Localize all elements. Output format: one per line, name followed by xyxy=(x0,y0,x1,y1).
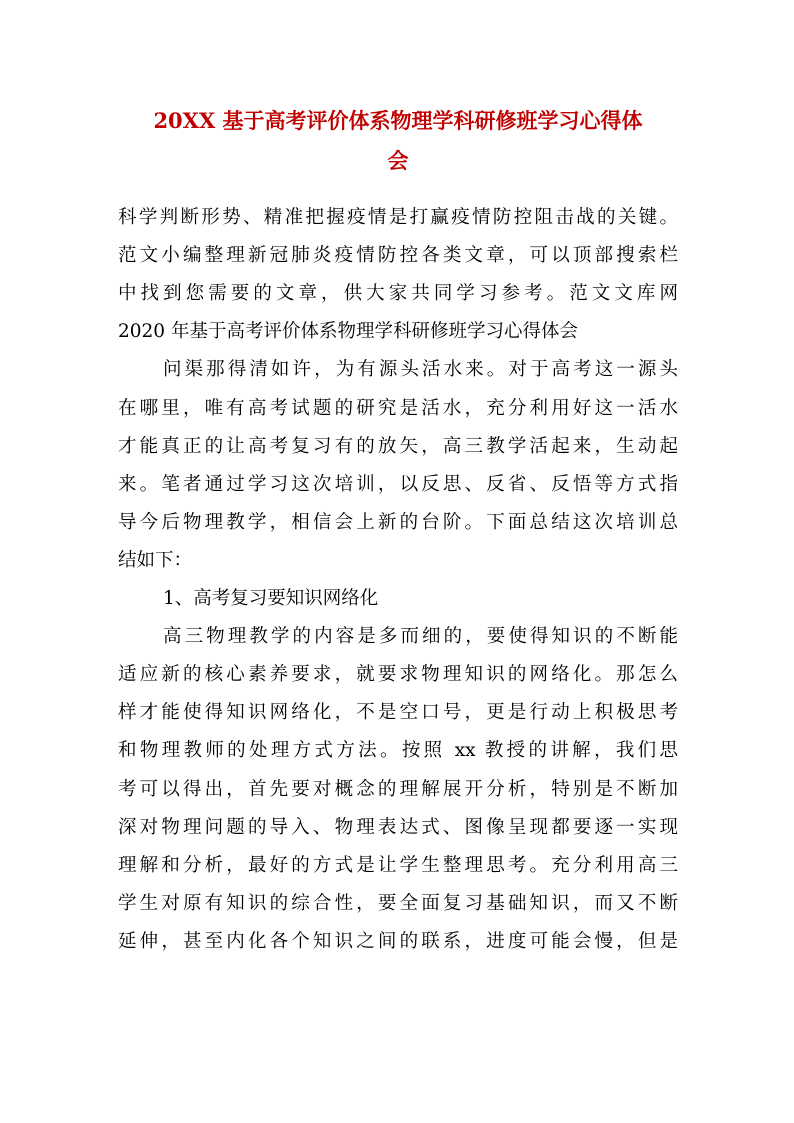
body-text-line: 适应新的核心素养要求，就要求物理知识的网络化。那怎么 xyxy=(118,664,678,686)
body-text-line: 在哪里，唯有高考试题的研究是活水，充分利用好这一活水 xyxy=(118,397,678,419)
body-text-line: 考可以得出，首先要对概念的理解展开分析，特别是不断加 xyxy=(118,778,678,800)
body-text-line: 范文小编整理新冠肺炎疫情防控各类文章，可以顶部搜索栏 xyxy=(118,245,678,267)
body-text-line: 和物理教师的处理方式方法。按照 xx 教授的讲解，我们思 xyxy=(118,740,678,762)
body-text-line: 来。笔者通过学习这次培训，以反思、反省、反悟等方式指 xyxy=(118,473,678,495)
body-text-line: 结如下： xyxy=(118,549,193,571)
body-text-line: 问渠那得清如许，为有源头活水来。对于高考这一源头 xyxy=(163,359,678,381)
body-text-line: 深对物理问题的导入、物理表达式、图像呈现都要逐一实现 xyxy=(118,816,678,838)
body-text-line: 理解和分析，最好的方式是让学生整理思考。充分利用高三 xyxy=(118,854,678,876)
body-text-line: 才能真正的让高考复习有的放矢，高三教学活起来，生动起 xyxy=(118,435,678,457)
body-text-line: 学生对原有知识的综合性，要全面复习基础知识，而又不断 xyxy=(118,892,678,914)
document-title-line-2: 会 xyxy=(387,148,409,173)
body-text-line: 高三物理教学的内容是多而细的，要使得知识的不断能 xyxy=(163,626,678,648)
body-text-line: 中找到您需要的文章，供大家共同学习参考。范文文库网 xyxy=(118,283,678,305)
document-title-line-1: 20XX 基于高考评价体系物理学科研修班学习心得体 xyxy=(153,108,643,133)
body-text-line: 样才能使得知识网络化，不是空口号，更是行动上积极思考 xyxy=(118,702,678,724)
body-text-line: 1、高考复习要知识网络化 xyxy=(163,588,379,609)
body-text-line: 2020 年基于高考评价体系物理学科研修班学习心得体会 xyxy=(118,321,578,343)
body-text-line: 导今后物理教学，相信会上新的台阶。下面总结这次培训总 xyxy=(118,511,678,533)
body-text-line: 延伸，甚至内化各个知识之间的联系，进度可能会慢，但是 xyxy=(118,930,678,952)
body-text-line: 科学判断形势、精准把握疫情是打赢疫情防控阻击战的关键。 xyxy=(118,207,678,228)
